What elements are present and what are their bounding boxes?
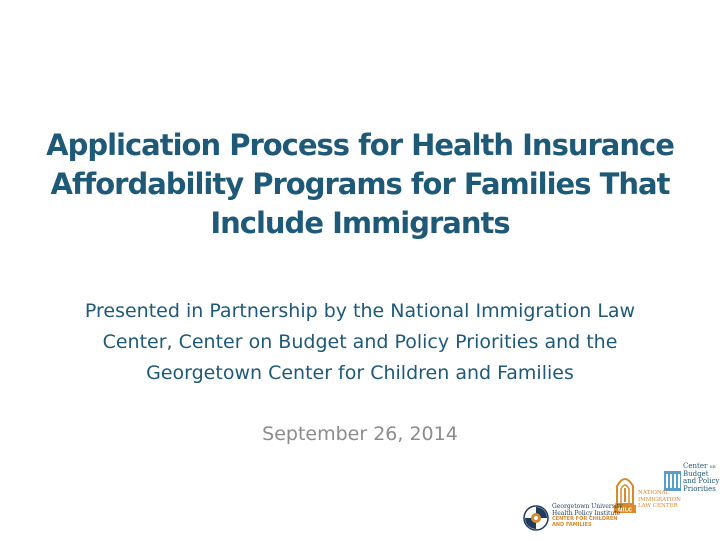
nilc-line: IMMIGRATION — [638, 496, 681, 503]
presentation-date: September 26, 2014 — [262, 423, 458, 445]
nilc-logo — [614, 474, 684, 516]
georgetown-logo — [523, 503, 623, 535]
georgetown-seal-icon — [523, 505, 549, 531]
title-line: Application Process for Health Insurance — [46, 128, 674, 162]
georgetown-line: AND FAMILIES — [552, 521, 592, 528]
cbpp-line: on — [709, 464, 716, 470]
slide-title — [20, 126, 700, 243]
nilc-line: NATIONAL — [638, 490, 670, 496]
title-line: Include Immigrants — [210, 206, 510, 240]
subtitle-line: Presented in Partnership by the National Immigration Law — [84, 300, 636, 322]
georgetown-wordmark — [552, 504, 624, 528]
cbpp-line: Budget — [683, 470, 709, 479]
georgetown-line: Health Policy Institute — [552, 509, 621, 517]
nilc-line: LAW CENTER — [638, 503, 678, 509]
nilc-wordmark — [638, 490, 686, 510]
nilc-badge: NILC — [617, 507, 633, 514]
cbpp-wordmark — [683, 463, 720, 493]
slide-subtitle — [30, 296, 690, 389]
subtitle-line: Center, Center on Budget and Policy Priorities and the — [102, 331, 618, 353]
georgetown-line: Georgetown University — [552, 503, 623, 510]
cbpp-line: Priorities — [683, 484, 716, 493]
subtitle-line: Georgetown Center for Children and Families — [146, 362, 574, 384]
georgetown-line: CENTER FOR CHILDREN — [552, 516, 618, 522]
title-line: Affordability Programs for Families That — [50, 167, 670, 201]
cbpp-line: and Policy — [683, 477, 720, 486]
cbpp-line: Center — [683, 462, 708, 470]
